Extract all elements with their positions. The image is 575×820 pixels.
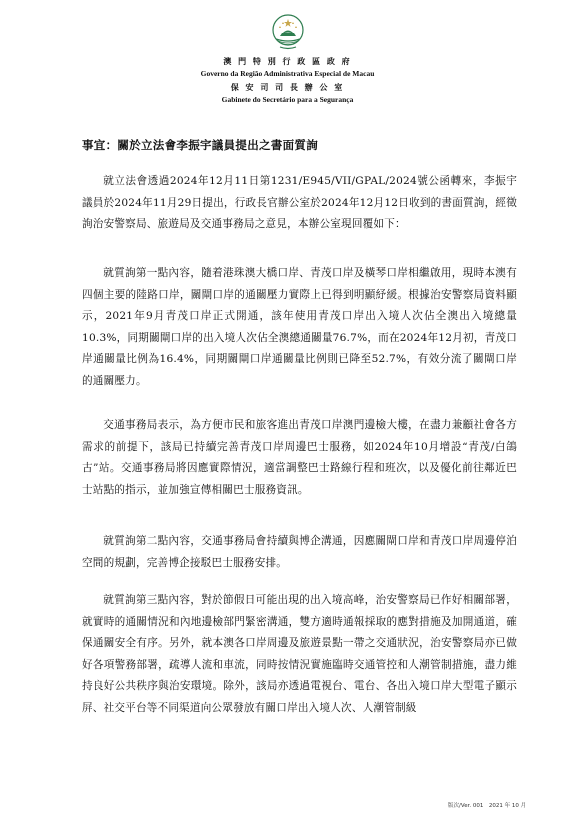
- government-name-zh: 澳 門 特 別 行 政 區 政 府: [223, 56, 352, 66]
- answer-point-3-paragraph: 就質詢第三點內容，對於節假日可能出現的出入境高峰，治安警察局已作好相關部署，就實時的通關情況和內地邊檢部門緊密溝通，雙方適時通報採取的應對措施及加開通道，確保通關安全有序。另外，就本澳各口岸周邊及旅遊景點一帶之交通狀況，治安警察局亦已做好各項警務部署，疏導人流和車流，同時按情況實施臨時交通管控和人潮管制措施，盡力維持良好公共秩序與治安環境。除外，該局亦透過電視台、電台、各出入境口岸大型電子顯示屏、社交平台等不同渠道向公眾發放有關口岸出入境人次、人潮管制級: [82, 594, 517, 714]
- intro-paragraph: 就立法會透過2024年12月11日第1231/E945/VII/GPAL/2024號公函轉來，李振宇議員於2024年11月29日提出，行政長官辦公室於2024年12月12日收到的書面質詢，經徵詢治安警察局、旅遊局及交通事務局之意見，本辦公室現回覆如下：: [82, 175, 517, 230]
- answer-point-2-paragraph: 就質詢第二點內容，交通事務局會持續與博企溝通，因應關閘口岸和青茂口岸周邊停泊空間的規劃，完善博企接駁巴士服務安排。: [82, 535, 517, 569]
- transport-bureau-paragraph: 交通事務局表示，為方便市民和旅客進出青茂口岸澳門邊檢大樓，在盡力兼顧社會各方需求的前提下，該局已持續完善青茂口岸周邊巴士服務，如2024年10月增設“青茂/白鴿古”站。交通事務局將因應實際情況，適當調整巴士路線行程和班次，以及優化前往鄰近巴士站點的指示，並加強宣傳相關巴士服務資訊。: [82, 419, 517, 496]
- subject-line: 事宜：關於立法會李振宇議員提出之書面質詢: [82, 138, 318, 152]
- macau-emblem-icon: [266, 12, 310, 52]
- office-name-pt: Gabinete do Secretário para a Segurança: [221, 95, 354, 104]
- government-name-pt: Governo da Região Administrativa Especial de Macau: [200, 69, 375, 78]
- office-name-zh: 保 安 司 司 長 辦 公 室: [230, 82, 345, 92]
- version-footer: 版次/Ver. 001 2021 年 10 月: [448, 803, 527, 809]
- answer-point-1-paragraph: 就質詢第一點內容，隨着港珠澳大橋口岸、青茂口岸及橫琴口岸相繼啟用，現時本澳有四個主要的陸路口岸，關閘口岸的通關壓力實際上已得到明顯紓緩。根據治安警察局資料顯示，2021年9月青茂口岸正式開通，該年使用青茂口岸出入境人次佔全澳出入境總量10.3%，同期關閘口岸的出入境人次佔全澳總通關量76.7%，而在2024年12月初，青茂口岸通關量比例為16.4%，同期關閘口岸通關量比例則已降至52.7%，有效分流了關閘口岸的通關壓力。: [82, 267, 517, 387]
